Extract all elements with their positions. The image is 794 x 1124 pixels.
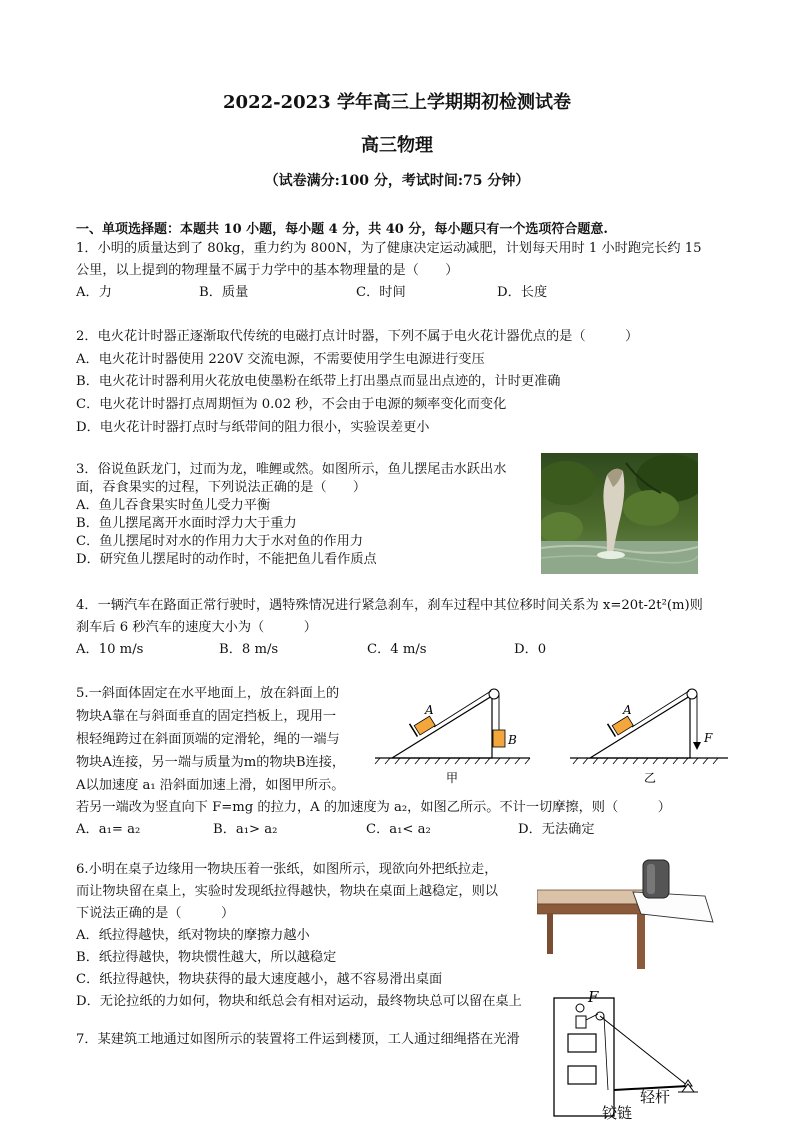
- exam-subject: 高三物理: [361, 135, 433, 156]
- q5-line2: 物块A靠在与斜面垂直的固定挡板上，现用一: [76, 709, 337, 724]
- q6-table-figure: [537, 852, 717, 972]
- q5-option-c: C．a₁< a₂: [366, 822, 431, 837]
- q3-option-b: B．鱼儿摆尾离开水面时浮力大于重力: [76, 516, 297, 531]
- q6-option-a: A．纸拉得越快，纸对物块的摩擦力越小: [76, 928, 310, 943]
- exam-note: （试卷满分:100 分，考试时间:75 分钟）: [264, 173, 530, 189]
- q5-line1: 5.一斜面体固定在水平地面上，放在斜面上的: [76, 686, 340, 701]
- q7-label-hinge: 铰链: [602, 1104, 633, 1120]
- q1-option-d: D．长度: [497, 285, 548, 300]
- q4-option-b: B．8 m/s: [219, 642, 279, 657]
- q5-line3: 根轻绳跨过在斜面顶端的定滑轮，绳的一端与: [76, 732, 340, 747]
- q3-line2: 面，吞食果实的过程，下列说法正确的是（ ）: [76, 480, 367, 495]
- section-heading: 一、单项选择题：本题共 10 小题，每小题 4 分，共 40 分，每小题只有一个选项符合题意.: [76, 222, 608, 237]
- q2-option-a: A．电火花计时器使用 220V 交流电源，不需要使用学生电源进行变压: [76, 352, 485, 367]
- q1-option-a: A．力: [76, 285, 112, 300]
- q4-line1: 4．一辆汽车在路面正常行驶时，遇特殊情况进行紧急刹车，刹车过程中其位移时间关系为 x=20t-2t²(m)则: [76, 598, 703, 613]
- q4-option-d: D．0: [514, 642, 547, 657]
- q1-line2: 公里，以上提到的物理量不属于力学中的基本物理量的是（ ）: [76, 263, 459, 278]
- q5-label-jia: 甲: [446, 771, 459, 785]
- q6-option-d: D．无论拉纸的力如何，物块和纸总会有相对运动，最终物块总可以留在桌上: [76, 994, 522, 1009]
- q5-line6: 若另一端改为竖直向下 F=mg 的拉力，A 的加速度为 a₂，如图乙所示。不计一切摩擦，则（ ）: [76, 800, 671, 815]
- q1-line1: 1．小明的质量达到了 80kg，重力约为 800N，为了健康决定运动减肥，计划每天用时 1 小时跑完长约 15: [76, 241, 702, 256]
- q7-label-f: F: [588, 988, 599, 1006]
- q2-option-d: D．电火花计时器打点时与纸带间的阻力很小，实验误差更小: [76, 420, 430, 435]
- fish-jumping-photo: [541, 453, 698, 574]
- q4-option-a: A．10 m/s: [76, 642, 144, 657]
- q1-option-c: C．时间: [356, 285, 406, 300]
- q3-option-d: D．研究鱼儿摆尾时的动作时，不能把鱼儿看作质点: [76, 552, 377, 567]
- q2-line1: 2．电火花计时器正逐渐取代传统的电磁打点计时器，下列不属于电火花计器优点的是（ ）: [76, 329, 639, 344]
- q2-option-b: B．电火花计时器利用火花放电使墨粉在纸带上打出墨点而显出点迹的，计时更准确: [76, 374, 561, 389]
- q5-line5: A以加速度 a₁ 沿斜面加速上滑，如图甲所示。: [76, 778, 345, 793]
- q5-label-yi: 乙: [644, 771, 657, 785]
- q5-label-a: A: [425, 703, 434, 717]
- q6-option-b: B．纸拉得越快，物块惯性越大，所以越稳定: [76, 950, 337, 965]
- q5-option-d: D．无法确定: [518, 822, 595, 837]
- q3-option-a: A．鱼儿吞食果实时鱼儿受力平衡: [76, 498, 271, 513]
- q3-line1: 3．俗说鱼跃龙门，过而为龙，唯鲤或然。如图所示，鱼儿摆尾击水跃出水: [76, 462, 507, 477]
- q7-building-figure: [548, 986, 718, 1120]
- q4-option-c: C．4 m/s: [367, 642, 427, 657]
- q5-figure-jia: [370, 680, 535, 790]
- q1-option-b: B．质量: [199, 285, 249, 300]
- q6-line3: 下说法正确的是（ ）: [76, 906, 235, 921]
- q5-label-a2: A: [623, 703, 632, 717]
- q5-label-b: B: [508, 733, 517, 747]
- q7-line1: 7．某建筑工地通过如图所示的装置将工件运到楼顶，工人通过细绳搭在光滑: [76, 1032, 520, 1047]
- q4-line2: 刹车后 6 秒汽车的速度大小为（ ）: [76, 620, 317, 635]
- q3-option-c: C．鱼儿摆尾时对水的作用力大于水对鱼的作用力: [76, 534, 364, 549]
- q5-option-b: B．a₁> a₂: [213, 822, 278, 837]
- q7-label-rod: 轻杆: [640, 1088, 671, 1106]
- q6-line2: 而让物块留在桌上，实验时发现纸拉得越快，物块在桌面上越稳定，则以: [76, 884, 498, 899]
- q5-figure-yi: [568, 680, 733, 790]
- q2-option-c: C．电火花计时器打点周期恒为 0.02 秒，不会由于电源的频率变化而变化: [76, 397, 507, 412]
- q6-option-c: C．纸拉得越快，物块获得的最大速度越小，越不容易滑出桌面: [76, 972, 443, 987]
- q5-label-f: F: [704, 731, 713, 745]
- q5-line4: 物块A连接，另一端与质量为m的物块B连接，: [76, 755, 346, 770]
- exam-title: 2022-2023 学年高三上学期期初检测试卷: [223, 92, 571, 113]
- q6-line1: 6.小明在桌子边缘用一物块压着一张纸，如图所示，现欲向外把纸拉走，: [76, 862, 498, 877]
- q5-option-a: A．a₁= a₂: [76, 822, 141, 837]
